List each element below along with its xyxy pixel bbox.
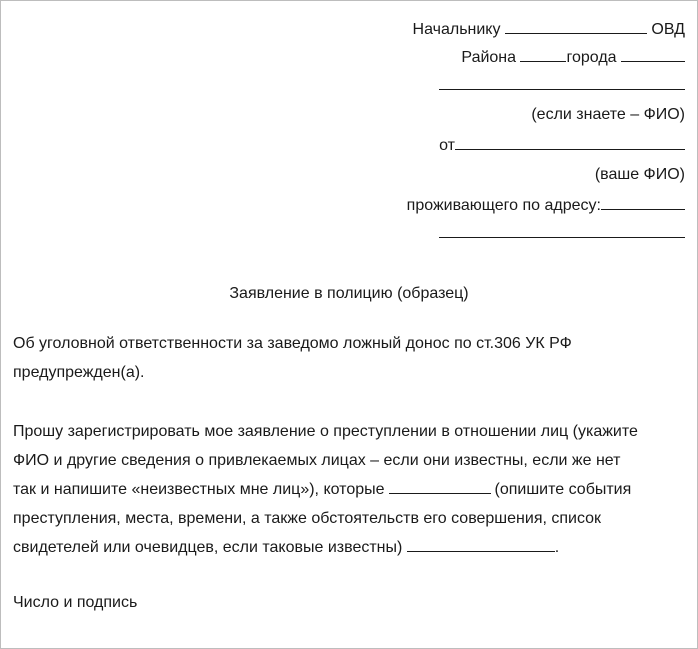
witnesses-blank — [407, 537, 555, 552]
body-line-5-text: свидетелей или очевидцев, если таковые известны) — [13, 539, 403, 556]
warning-paragraph — [13, 329, 572, 387]
header-blank-line-2 — [439, 223, 685, 244]
address-blank-2 — [439, 223, 685, 238]
body-line — [13, 475, 638, 504]
body-line: ФИО и другие сведения о привлекаемых лицах – если они известны, если же нет — [13, 452, 621, 469]
if-known-note: (если знаете – ФИО) — [531, 106, 685, 123]
body-line-5-end: . — [554, 539, 560, 556]
accused-blank — [389, 479, 491, 494]
header-address-line — [407, 195, 685, 216]
district-blank — [520, 47, 566, 62]
residing-label: проживающего по адресу: — [406, 197, 601, 214]
from-label: от — [439, 137, 455, 154]
body-line: Прошу зарегистрировать мое заявление о преступлении в отношении лиц (укажите — [13, 423, 638, 440]
body-line — [13, 533, 638, 562]
header-if-known-note — [531, 105, 685, 125]
header-your-name-note — [595, 165, 685, 185]
header-blank-line-1 — [439, 75, 685, 96]
ovd-label: ОВД — [651, 21, 685, 38]
header-from-line — [439, 135, 685, 156]
from-name-blank — [455, 135, 685, 150]
chief-label: Начальнику — [412, 21, 501, 38]
district-label: Района — [461, 49, 517, 66]
header-chief-line — [413, 19, 685, 40]
body-paragraph — [13, 417, 638, 562]
header-district-line — [461, 47, 685, 68]
address-blank — [601, 195, 685, 210]
recipient-name-blank — [439, 75, 685, 90]
chief-name-blank — [505, 19, 647, 34]
your-name-note: (ваше ФИО) — [594, 166, 685, 183]
body-line-3-hint: (опишите события — [494, 481, 632, 498]
document-title: Заявление в полицию (образец) — [229, 285, 469, 302]
body-line: преступления, места, времени, а также обстоятельств его совершения, список — [13, 510, 602, 527]
city-label: города — [566, 49, 617, 66]
warning-line: Об уголовной ответственности за заведомо ложный донос по ст.306 УК РФ — [13, 335, 572, 352]
warning-line: предупрежден(а). — [13, 364, 145, 381]
city-blank — [621, 47, 685, 62]
body-line-3-text: так и напишите «неизвестных мне лиц»), которые — [13, 481, 385, 498]
signature-label: Число и подпись — [13, 594, 138, 611]
